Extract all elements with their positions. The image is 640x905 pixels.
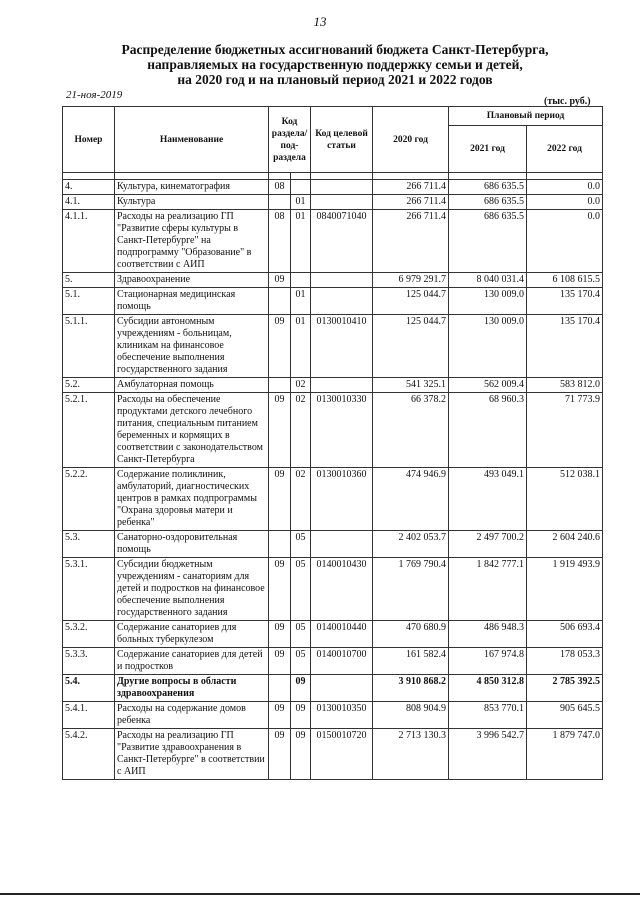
table-body <box>63 180 603 780</box>
row-value-2021: 3 996 542.7 <box>449 729 527 780</box>
row-value-2022: 2 785 392.5 <box>527 675 603 702</box>
row-subsection-code: 01 <box>291 315 311 378</box>
row-name: Расходы на реализацию ГП "Развитие сферы культуры в Санкт-Петербурге" на подпрограмму "Образование" в соответствии с АИП <box>115 210 269 273</box>
row-target-code <box>311 288 373 315</box>
table-row <box>63 315 603 378</box>
table-row <box>63 180 603 195</box>
row-value-2020: 1 769 790.4 <box>373 558 449 621</box>
row-value-2022: 0.0 <box>527 180 603 195</box>
row-number: 5.4. <box>63 675 115 702</box>
row-section-code <box>269 531 291 558</box>
row-value-2021: 130 009.0 <box>449 315 527 378</box>
row-number: 5.4.1. <box>63 702 115 729</box>
table-row <box>63 558 603 621</box>
row-section-code: 09 <box>269 702 291 729</box>
row-target-code <box>311 531 373 558</box>
header-target-code: Код целевой статьи <box>311 107 373 173</box>
row-name: Культура, кинематография <box>115 180 269 195</box>
row-value-2020: 6 979 291.7 <box>373 273 449 288</box>
row-value-2022: 506 693.4 <box>527 621 603 648</box>
row-value-2020: 125 044.7 <box>373 315 449 378</box>
row-name: Расходы на содержание домов ребенка <box>115 702 269 729</box>
row-value-2020: 266 711.4 <box>373 195 449 210</box>
header-number: Номер <box>63 107 115 173</box>
row-section-code: 09 <box>269 729 291 780</box>
row-section-code <box>269 675 291 702</box>
row-value-2020: 474 946.9 <box>373 468 449 531</box>
header-name: Наименование <box>115 107 269 173</box>
row-value-2022: 178 053.3 <box>527 648 603 675</box>
row-value-2022: 583 812.0 <box>527 378 603 393</box>
document-date: 21-ноя-2019 <box>66 89 123 101</box>
table-row <box>63 468 603 531</box>
table-row <box>63 675 603 702</box>
table-row <box>63 288 603 315</box>
row-section-code <box>269 195 291 210</box>
row-value-2021: 486 948.3 <box>449 621 527 648</box>
row-number: 5.1. <box>63 288 115 315</box>
row-subsection-code: 05 <box>291 531 311 558</box>
row-subsection-code: 02 <box>291 393 311 468</box>
row-value-2021: 130 009.0 <box>449 288 527 315</box>
document-title <box>80 42 590 87</box>
title-line-3: на 2020 год и на плановый период 2021 и 2022 годов <box>177 72 493 87</box>
row-subsection-code: 09 <box>291 675 311 702</box>
row-name: Другие вопросы в области здравоохранения <box>115 675 269 702</box>
row-target-code: 0130010360 <box>311 468 373 531</box>
row-subsection-code: 05 <box>291 558 311 621</box>
row-number: 5.3.2. <box>63 621 115 648</box>
table-row <box>63 210 603 273</box>
row-subsection-code <box>291 180 311 195</box>
row-target-code: 0140010440 <box>311 621 373 648</box>
row-target-code: 0140010700 <box>311 648 373 675</box>
row-subsection-code: 09 <box>291 729 311 780</box>
row-target-code <box>311 180 373 195</box>
row-number: 5.3. <box>63 531 115 558</box>
title-line-1: Распределение бюджетных ассигнований бюджета Санкт-Петербурга, <box>121 42 549 57</box>
row-number: 5.3.3. <box>63 648 115 675</box>
row-value-2021: 1 842 777.1 <box>449 558 527 621</box>
row-target-code <box>311 195 373 210</box>
row-name: Содержание санаториев для больных туберкулезом <box>115 621 269 648</box>
row-value-2020: 808 904.9 <box>373 702 449 729</box>
table-row <box>63 621 603 648</box>
row-name: Субсидии бюджетным учреждениям - санаториям для детей и подростков на финансовое обеспечение выполнения государственного задания <box>115 558 269 621</box>
row-name: Содержание санаториев для детей и подростков <box>115 648 269 675</box>
title-line-2: направляемых на государственную поддержку семьи и детей, <box>147 57 523 72</box>
row-target-code: 0130010410 <box>311 315 373 378</box>
table-row <box>63 378 603 393</box>
row-name: Культура <box>115 195 269 210</box>
header-2021: 2021 год <box>449 126 527 173</box>
header-gap-row <box>63 173 603 180</box>
row-value-2021: 562 009.4 <box>449 378 527 393</box>
table-row <box>63 648 603 675</box>
row-section-code: 09 <box>269 648 291 675</box>
row-value-2020: 161 582.4 <box>373 648 449 675</box>
row-subsection-code: 02 <box>291 468 311 531</box>
row-name: Санаторно-оздоровительная помощь <box>115 531 269 558</box>
row-number: 4. <box>63 180 115 195</box>
row-value-2020: 2 713 130.3 <box>373 729 449 780</box>
row-section-code: 09 <box>269 621 291 648</box>
header-section-code: Код раздела/ под- раздела <box>269 107 311 173</box>
row-value-2021: 167 974.8 <box>449 648 527 675</box>
page-bottom-border <box>0 893 640 895</box>
row-section-code: 09 <box>269 393 291 468</box>
row-value-2020: 3 910 868.2 <box>373 675 449 702</box>
row-name: Амбулаторная помощь <box>115 378 269 393</box>
row-value-2021: 2 497 700.2 <box>449 531 527 558</box>
row-value-2022: 6 108 615.5 <box>527 273 603 288</box>
row-value-2022: 1 879 747.0 <box>527 729 603 780</box>
row-value-2022: 1 919 493.9 <box>527 558 603 621</box>
row-name: Субсидии автономным учреждениям - больницам, клиникам на финансовое обеспечение выполнения государственного задания <box>115 315 269 378</box>
row-value-2021: 686 635.5 <box>449 180 527 195</box>
row-value-2021: 4 850 312.8 <box>449 675 527 702</box>
header-2022: 2022 год <box>527 126 603 173</box>
row-number: 5.2.2. <box>63 468 115 531</box>
row-value-2021: 686 635.5 <box>449 195 527 210</box>
units-label: (тыс. руб.) <box>544 96 591 107</box>
row-section-code: 08 <box>269 210 291 273</box>
row-value-2020: 2 402 053.7 <box>373 531 449 558</box>
row-value-2022: 2 604 240.6 <box>527 531 603 558</box>
row-value-2020: 541 325.1 <box>373 378 449 393</box>
budget-table <box>62 106 603 780</box>
table-row <box>63 393 603 468</box>
row-number: 4.1.1. <box>63 210 115 273</box>
row-subsection-code: 01 <box>291 288 311 315</box>
row-value-2020: 266 711.4 <box>373 180 449 195</box>
row-section-code: 09 <box>269 273 291 288</box>
row-subsection-code: 05 <box>291 648 311 675</box>
row-target-code <box>311 675 373 702</box>
row-section-code <box>269 288 291 315</box>
row-section-code: 09 <box>269 558 291 621</box>
row-name: Здравоохранение <box>115 273 269 288</box>
row-section-code: 09 <box>269 468 291 531</box>
row-value-2022: 135 170.4 <box>527 288 603 315</box>
row-value-2022: 0.0 <box>527 195 603 210</box>
row-target-code <box>311 273 373 288</box>
row-value-2020: 470 680.9 <box>373 621 449 648</box>
row-value-2021: 493 049.1 <box>449 468 527 531</box>
row-value-2021: 686 635.5 <box>449 210 527 273</box>
row-number: 5.4.2. <box>63 729 115 780</box>
page-number: 13 <box>313 14 327 29</box>
row-name: Расходы на обеспечение продуктами детского лечебного питания, специальным питанием беременных и кормящих в соответствии с законодательством Санкт-Петербурга <box>115 393 269 468</box>
table-row <box>63 531 603 558</box>
row-number: 5.1.1. <box>63 315 115 378</box>
row-value-2022: 905 645.5 <box>527 702 603 729</box>
row-value-2022: 0.0 <box>527 210 603 273</box>
row-value-2022: 135 170.4 <box>527 315 603 378</box>
row-name: Стационарная медицинская помощь <box>115 288 269 315</box>
row-target-code: 0130010350 <box>311 702 373 729</box>
row-number: 5.3.1. <box>63 558 115 621</box>
table-row <box>63 702 603 729</box>
row-value-2020: 266 711.4 <box>373 210 449 273</box>
table-row <box>63 729 603 780</box>
row-value-2020: 125 044.7 <box>373 288 449 315</box>
row-section-code: 09 <box>269 315 291 378</box>
row-section-code <box>269 378 291 393</box>
row-subsection-code <box>291 273 311 288</box>
row-target-code: 0130010330 <box>311 393 373 468</box>
row-value-2021: 853 770.1 <box>449 702 527 729</box>
row-number: 4.1. <box>63 195 115 210</box>
row-section-code: 08 <box>269 180 291 195</box>
row-number: 5. <box>63 273 115 288</box>
table-row <box>63 273 603 288</box>
header-2020: 2020 год <box>373 107 449 173</box>
row-value-2021: 68 960.3 <box>449 393 527 468</box>
row-value-2020: 66 378.2 <box>373 393 449 468</box>
row-subsection-code: 01 <box>291 210 311 273</box>
row-subsection-code: 09 <box>291 702 311 729</box>
row-target-code <box>311 378 373 393</box>
row-target-code: 0150010720 <box>311 729 373 780</box>
row-subsection-code: 01 <box>291 195 311 210</box>
row-number: 5.2. <box>63 378 115 393</box>
row-name: Содержание поликлиник, амбулаторий, диагностических центров в рамках подпрограммы "Охрана здоровья матери и ребенка" <box>115 468 269 531</box>
row-subsection-code: 02 <box>291 378 311 393</box>
row-value-2021: 8 040 031.4 <box>449 273 527 288</box>
row-subsection-code: 05 <box>291 621 311 648</box>
row-target-code: 0140010430 <box>311 558 373 621</box>
header-planned-period: Плановый период <box>449 107 603 126</box>
row-value-2022: 512 038.1 <box>527 468 603 531</box>
row-name: Расходы на реализацию ГП "Развитие здравоохранения в Санкт-Петербурге" в соответствии с АИП <box>115 729 269 780</box>
row-number: 5.2.1. <box>63 393 115 468</box>
row-value-2022: 71 773.9 <box>527 393 603 468</box>
row-target-code: 0840071040 <box>311 210 373 273</box>
table-row <box>63 195 603 210</box>
